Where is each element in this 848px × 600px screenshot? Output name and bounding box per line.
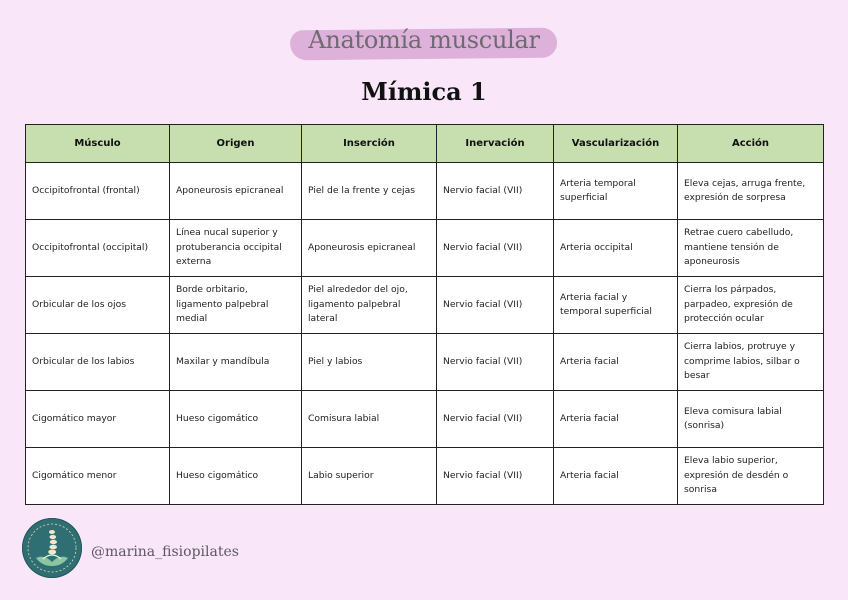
table-row xyxy=(26,163,824,220)
table-cell: Arteria facial y temporal superficial xyxy=(554,277,678,334)
table-cell: Hueso cigomático xyxy=(170,448,302,505)
table-cell: Occipitofrontal (occipital) xyxy=(26,220,170,277)
table-cell: Maxilar y mandíbula xyxy=(170,334,302,391)
column-header: Músculo xyxy=(26,125,170,163)
table-cell: Aponeurosis epicraneal xyxy=(170,163,302,220)
table-cell: Arteria facial xyxy=(554,391,678,448)
table-cell: Línea nucal superior y protuberancia occipital externa xyxy=(170,220,302,277)
table-cell: Arteria facial xyxy=(554,448,678,505)
social-handle: @marina_fisiopilates xyxy=(91,544,239,560)
table-cell: Nervio facial (VII) xyxy=(437,163,554,220)
table-header-row xyxy=(26,125,824,163)
table-cell: Nervio facial (VII) xyxy=(437,448,554,505)
table-cell: Comisura labial xyxy=(302,391,437,448)
table-cell: Nervio facial (VII) xyxy=(437,391,554,448)
table-row xyxy=(26,220,824,277)
table-cell: Arteria temporal superficial xyxy=(554,163,678,220)
table-cell: Piel y labios xyxy=(302,334,437,391)
table-cell: Eleva labio superior, expresión de desdén o sonrisa xyxy=(678,448,824,505)
table-cell: Nervio facial (VII) xyxy=(437,277,554,334)
column-header: Vascularización xyxy=(554,125,678,163)
logo-graphic xyxy=(22,518,82,578)
column-header: Acción xyxy=(678,125,824,163)
table-cell: Piel alrededor del ojo, ligamento palpebral lateral xyxy=(302,277,437,334)
table-cell: Hueso cigomático xyxy=(170,391,302,448)
table-cell: Cigomático menor xyxy=(26,448,170,505)
muscle-table xyxy=(25,124,824,505)
table-row xyxy=(26,334,824,391)
table-cell: Arteria facial xyxy=(554,334,678,391)
table-cell: Nervio facial (VII) xyxy=(437,220,554,277)
page-subtitle: Mímica 1 xyxy=(361,77,487,106)
table-cell: Piel de la frente y cejas xyxy=(302,163,437,220)
column-header: Inserción xyxy=(302,125,437,163)
table-cell: Cierra labios, protruye y comprime labios, silbar o besar xyxy=(678,334,824,391)
page-title: Anatomía muscular xyxy=(294,24,553,58)
table-cell: Eleva cejas, arruga frente, expresión de sorpresa xyxy=(678,163,824,220)
table-row xyxy=(26,448,824,505)
table-cell: Occipitofrontal (frontal) xyxy=(26,163,170,220)
table-cell: Eleva comisura labial (sonrisa) xyxy=(678,391,824,448)
title-container xyxy=(0,24,848,58)
table-cell: Orbicular de los labios xyxy=(26,334,170,391)
table-cell: Aponeurosis epicraneal xyxy=(302,220,437,277)
column-header: Inervación xyxy=(437,125,554,163)
table-cell: Labio superior xyxy=(302,448,437,505)
column-header: Origen xyxy=(170,125,302,163)
table-cell: Cierra los párpados, parpadeo, expresión de protección ocular xyxy=(678,277,824,334)
table-row xyxy=(26,391,824,448)
spine-lotus-logo-icon xyxy=(22,518,82,578)
table-cell: Cigomático mayor xyxy=(26,391,170,448)
table-cell: Borde orbitario, ligamento palpebral medial xyxy=(170,277,302,334)
table-cell: Arteria occipital xyxy=(554,220,678,277)
table-row xyxy=(26,277,824,334)
table-cell: Nervio facial (VII) xyxy=(437,334,554,391)
table-cell: Orbicular de los ojos xyxy=(26,277,170,334)
table-cell: Retrae cuero cabelludo, mantiene tensión de aponeurosis xyxy=(678,220,824,277)
